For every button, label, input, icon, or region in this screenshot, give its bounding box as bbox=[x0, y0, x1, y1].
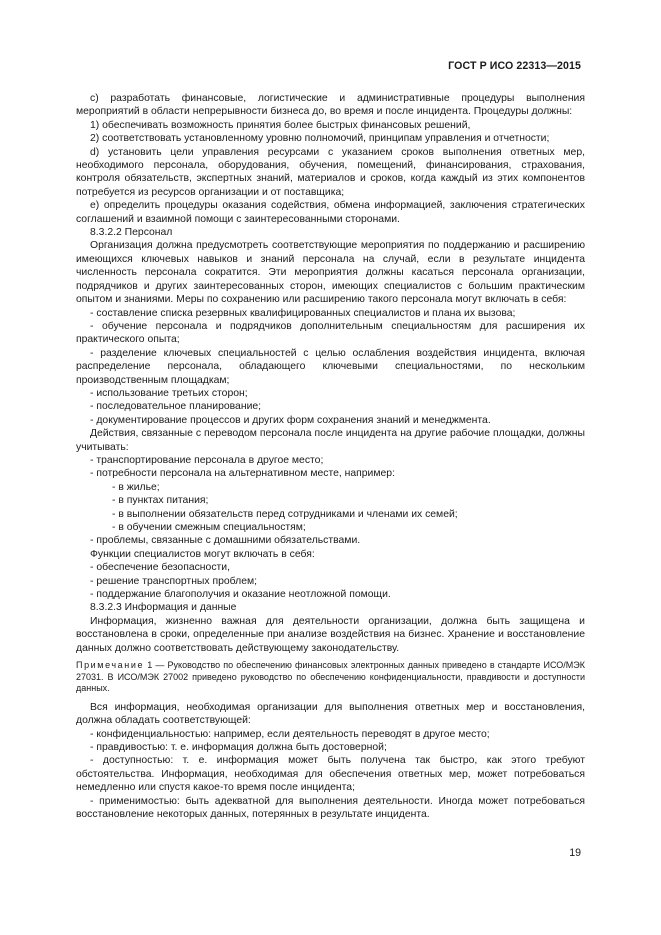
paragraph: - потребности персонала на альтернативном месте, например: bbox=[90, 468, 395, 480]
paragraph: - в жилье; bbox=[112, 481, 160, 493]
paragraph: 8.3.2.3 Информация и данные bbox=[90, 602, 237, 614]
note-label: Примечание bbox=[76, 660, 145, 671]
paragraph: - последовательное планирование; bbox=[90, 401, 262, 413]
note-text: 1 — Руководство по обеспечению финансовых электронных данных приведено в стандарте ИСО/МЭК 27031. В ИСО/МЭК 27002 приведено руководство по обеспечению конфиденциальности, правдивости и доступности данных. bbox=[76, 660, 585, 694]
paragraph: - поддержание благополучия и оказание неотложной помощи. bbox=[90, 589, 391, 601]
paragraph: - решение транспортных проблем; bbox=[90, 575, 258, 587]
section-text-2 bbox=[76, 701, 585, 822]
paragraph: - документирование процессов и других форм сохранения знаний и менеджмента. bbox=[90, 414, 491, 426]
paragraph: - в обучении смежным специальностям; bbox=[112, 522, 306, 533]
paragraph: - обеспечение безопасности, bbox=[90, 562, 230, 574]
note bbox=[76, 660, 585, 695]
paragraph: c) разработать финансовые, логистические и административные процедуры выполнения мероприятий в области непрерывности бизнеса до, во время и после инцидента. Процедуры должны: bbox=[76, 93, 585, 118]
paragraph: - составление списка резервных квалифицированных специалистов и плана их вызова; bbox=[90, 307, 516, 319]
paragraph: 8.3.2.2 Персонал bbox=[90, 227, 173, 239]
paragraph: Функции специалистов могут включать в себя: bbox=[90, 548, 315, 560]
section-text-1 bbox=[76, 92, 585, 655]
paragraph: - разделение ключевых специальностей с целью ослабления воздействия инцидента, включая распределение персонала, обладающего ключевыми специальностями, по нескольким производственным площадкам; bbox=[76, 347, 585, 386]
paragraph: - доступностью: т. е. информация может быть получена так быстро, как этого требуют обстоятельства. Информация, необходимая для обеспечения ответных мер, может потребоваться немедленно или спустя какое-то время после инцидента; bbox=[76, 755, 585, 794]
paragraph: - правдивостью: т. е. информация должна быть достоверной; bbox=[90, 742, 387, 754]
page-number: 19 bbox=[569, 847, 581, 859]
paragraph: e) определить процедуры оказания содействия, обмена информацией, заключения стратегических соглашений и взаимной помощи с заинтересованными сторонами. bbox=[76, 200, 585, 225]
paragraph: Вся информация, необходимая организации для выполнения ответных мер и восстановления, должна обладать соответствующей: bbox=[76, 701, 585, 727]
paragraph: - конфиденциальностью: например, если деятельность переводят в другое место; bbox=[90, 728, 490, 740]
paragraph: 1) обеспечивать возможность принятия более быстрых финансовых решений, bbox=[90, 119, 471, 131]
paragraph: Информация, жизненно важная для деятельности организации, должна быть защищена и восстановлена в сроки, определенные при анализе воздействия на бизнес. Хранение и восстановление данных должно соответствовать действующему законодательству. bbox=[76, 615, 585, 654]
paragraph: Организация должна предусмотреть соответствующие мероприятия по поддержанию и расширению имеющихся ключевых навыков и знаний персонала на случай, если в результате инцидента численность персонала сократится. Эти мероприятия должны касаться персонала организации, подрядчиков и других заинтересованных сторон, имеющих специалистов с большим практическим опытом и знаниями. Меры по сохранению или расширению такого персонала могут включать в себя: bbox=[76, 240, 585, 306]
paragraph: - транспортирование персонала в другое место; bbox=[90, 454, 324, 466]
paragraph: - проблемы, связанные с домашними обязательствами. bbox=[90, 535, 361, 547]
paragraph: - в пунктах питания; bbox=[112, 495, 209, 507]
paragraph: Действия, связанные с переводом персонала после инцидента на другие рабочие площадки, должны учитывать: bbox=[76, 428, 585, 453]
paragraph: - в выполнении обязательств перед сотрудниками и членами их семей; bbox=[112, 508, 458, 520]
paragraph: - применимостью: быть адекватной для выполнения деятельности. Иногда может потребоваться восстановление некоторых данных, потерянных в результате инцидента. bbox=[76, 795, 585, 821]
document-header: ГОСТ Р ИСО 22313—2015 bbox=[448, 60, 581, 72]
paragraph: - использование третьих сторон; bbox=[90, 387, 248, 399]
paragraph: - обучение персонала и подрядчиков дополнительным специальностям для расширения их практического опыта; bbox=[76, 320, 585, 346]
paragraph: d) установить цели управления ресурсами с указанием сроков выполнения ответных мер, необходимого персонала, оборудования, обучения, помещений, финансирования, страхования, контроля обязательств, экспертных знаний, материалов и сроков, когда каждый из этих компонентов потребуется из ресурсов организации и от поставщика; bbox=[76, 146, 585, 198]
page-content bbox=[76, 92, 585, 822]
paragraph: 2) соответствовать установленному уровню полномочий, принципам управления и отчетности; bbox=[90, 133, 550, 145]
